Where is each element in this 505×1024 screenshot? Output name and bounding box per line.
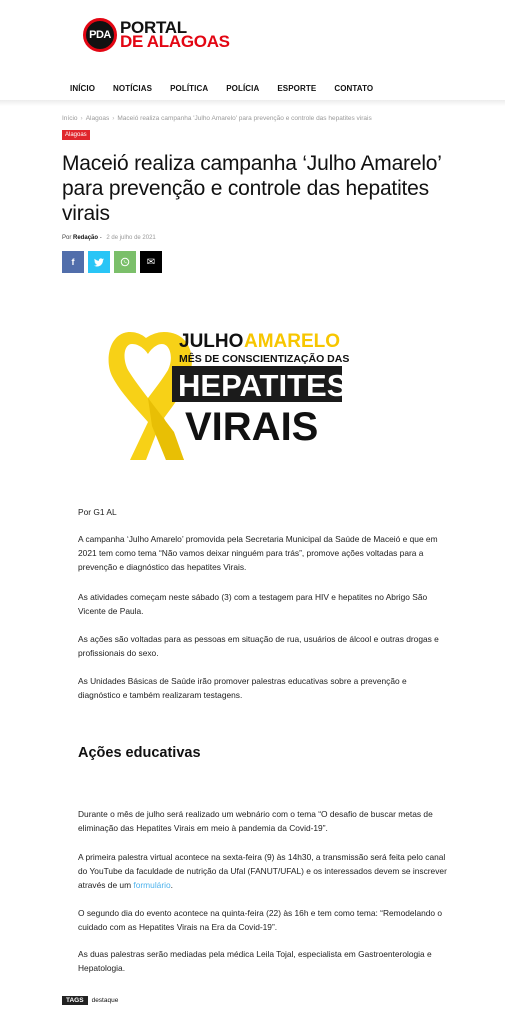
article-paragraph: Durante o mês de julho será realizado um webnário com o tema “O desafio de buscar metas de eliminação das Hepatites Virais em meio à pandemia da Covid-19”. (78, 809, 433, 833)
breadcrumb-separator-icon: › (80, 115, 83, 122)
hero-line-4: VIRAIS (185, 405, 319, 449)
article-paragraph-text-end: . (170, 880, 173, 890)
nav-item-politica[interactable]: POLÍTICA (170, 84, 209, 93)
main-nav (62, 84, 382, 93)
form-link[interactable]: formulário (133, 880, 171, 890)
meta-author[interactable]: Redação (73, 235, 99, 241)
site-logo[interactable] (83, 18, 230, 52)
article-paragraph-1-block (78, 532, 448, 574)
article-paragraph-4-block (78, 674, 448, 702)
hero-line-1b: AMARELO (244, 331, 341, 352)
article-paragraph-3-block (78, 632, 448, 660)
tags-row (62, 996, 118, 1005)
breadcrumb (62, 115, 372, 122)
article-paragraph: As Unidades Básicas de Saúde irão promover palestras educativas sobre a prevenção e diagnóstico e também realizaram testagens. (78, 676, 407, 700)
hero-image (90, 314, 350, 464)
tags-label: TAGS (62, 996, 88, 1005)
hero-line-2: MÊS DE CONSCIENTIZAÇÃO DAS (179, 353, 350, 365)
article-paragraph-text: A primeira palestra virtual acontece na sexta-feira (9) às 14h30, a transmissão será feita pelo canal do YouTube da faculdade de nutrição da Ufal (FANUT/UFAL) e os interessados devem se inscrever através de um (78, 852, 447, 890)
nav-item-contato[interactable]: CONTATO (334, 84, 374, 93)
whatsapp-icon (120, 257, 130, 267)
julho-amarelo-artwork (90, 314, 350, 464)
category-badge[interactable]: Alagoas (62, 130, 90, 140)
meta-date: 2 de julho de 2021 (106, 235, 156, 241)
logo-line-1: PORTAL (120, 18, 187, 37)
article-meta (62, 235, 156, 241)
article-title: Maceió realiza campanha ‘Julho Amarelo’ para prevenção e controle das hepatites virais (62, 152, 441, 225)
breadcrumb-category[interactable]: Alagoas (85, 115, 110, 122)
twitter-icon (94, 258, 104, 267)
logo-badge (83, 18, 117, 52)
meta-separator: - (99, 235, 102, 241)
article-paragraph-6-block (78, 850, 448, 892)
share-buttons (62, 251, 162, 273)
article-byline-block (78, 505, 448, 519)
breadcrumb-home[interactable]: Início (62, 115, 78, 122)
site-header (0, 0, 505, 104)
nav-item-inicio[interactable]: INÍCIO (70, 84, 96, 93)
twitter-share-button[interactable] (88, 251, 110, 273)
tag-item[interactable]: destaque (91, 997, 119, 1004)
meta-by: Por (62, 235, 72, 241)
whatsapp-share-button[interactable] (114, 251, 136, 273)
logo-badge-text: PDA (89, 29, 111, 41)
article-paragraph (78, 850, 448, 892)
nav-item-esporte[interactable]: ESPORTE (277, 84, 317, 93)
hero-line-1a: JULHO (179, 331, 244, 352)
logo-wordmark (120, 18, 230, 51)
article-paragraph: As ações são voltadas para as pessoas em situação de rua, usuários de álcool e outras drogas e profissionais do sexo. (78, 634, 439, 658)
facebook-share-button[interactable] (62, 251, 84, 273)
hero-line-3: HEPATITES (178, 368, 348, 403)
article-paragraph: O segundo dia do evento acontece na quinta-feira (22) às 16h e tem como tema: “Remodelando o cuidado com as Hepatites Virais na Era da Covid-19”. (78, 908, 443, 932)
section-heading: Ações educativas (78, 745, 201, 761)
article-byline: Por G1 AL (78, 507, 117, 517)
logo-line-2: DE ALAGOAS (120, 32, 230, 51)
email-icon: ✉ (146, 256, 156, 268)
breadcrumb-current: Maceió realiza campanha 'Julho Amarelo' para prevenção e controle das hepatites virais (117, 115, 372, 122)
nav-item-policia[interactable]: POLÍCIA (226, 84, 260, 93)
facebook-icon: f (71, 257, 75, 267)
article-paragraph-8-block (78, 947, 448, 975)
nav-divider (0, 100, 505, 106)
article-paragraph: A campanha ‘Julho Amarelo’ promovida pela Secretaria Municipal da Saúde de Maceió e que em 2021 tem como tema “Não vamos deixar ninguém para trás”, promove ações voltadas para a prevenção e diagnóstico das hepatites Virais. (78, 534, 438, 572)
article-paragraph-5-block (78, 807, 448, 835)
email-share-button[interactable] (140, 251, 162, 273)
nav-item-noticias[interactable]: NOTÍCIAS (113, 84, 153, 93)
breadcrumb-separator-icon: › (112, 115, 115, 122)
article-paragraph: As duas palestras serão mediadas pela médica Leila Tojal, especialista em Gastroenterologia e Hepatologia. (78, 949, 432, 973)
article-paragraph: As atividades começam neste sábado (3) com a testagem para HIV e hepatites no Abrigo São Vicente de Paula. (78, 592, 428, 616)
article-paragraph-2-block (78, 590, 448, 618)
article-paragraph-7-block (78, 906, 448, 934)
